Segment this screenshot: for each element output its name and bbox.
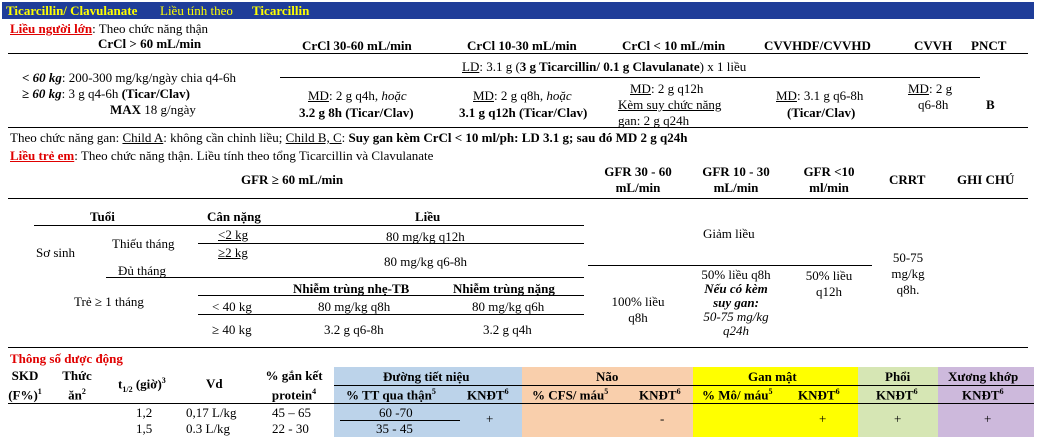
adult-crcl10-30-md: MD: 2 g q8h, hoặc (473, 88, 572, 103)
pk-urine-header: Đường tiết niệu (383, 369, 470, 384)
pk-col-vd: Vd (206, 376, 223, 391)
pk-vd-row2: 0.3 L/kg (186, 421, 231, 436)
pk-lung-header: Phổi (885, 369, 911, 384)
pk-brain-header: Não (596, 369, 619, 384)
pk-col-t12: $t_{1/2}$ (giờ)$^3$ (118, 376, 166, 394)
pk-bile-tissue: % Mô/ máu$^5$ (702, 387, 773, 403)
child-dose-ge2: 80 mg/kg q6-8h (384, 254, 468, 269)
child-sub-cannang: Cân nặng (207, 209, 261, 224)
pk-vd-row1: 0,17 L/kg (186, 405, 237, 420)
adult-col-crcl60: CrCl > 60 mL/min (98, 36, 202, 51)
pk-bone-kndt: KNĐT$^6$ (962, 387, 1004, 403)
child-sub-tuoi: Tuổi (90, 209, 115, 224)
adult-cvvh-freq: q6-8h (918, 97, 949, 112)
divider (8, 403, 1034, 404)
adult-loading-dose: LD: 3.1 g (3 g Ticarcillin/ 0.1 g Clavulanate) x 1 liều (462, 59, 747, 74)
pk-col-protein: % gắn kết protein$^4$ (265, 368, 323, 403)
adult-heading: Liều người lớn (10, 21, 93, 36)
pk-bile-kndt-value: + (819, 411, 827, 426)
adult-crcl10-liver-dose: gan: 2 g q24h (618, 113, 690, 128)
pk-brain-csf: % CFS/ máu$^5$ (532, 387, 609, 403)
child-gfr-lt10-dose: 50% liều q12h (805, 268, 853, 299)
adult-cvvh-md: MD: 2 g (908, 81, 953, 96)
child-dose-lt2: 80 mg/kg q12h (386, 229, 465, 244)
adult-dose-ge60: ≥ 60 kg: 3 g q4-6h (Ticar/Clav) (22, 86, 190, 101)
child-neonate: Sơ sinh (36, 245, 76, 260)
pk-urine-kndt-value: + (486, 411, 494, 426)
child-col-gfr60: GFR ≥ 60 mL/min (241, 172, 344, 187)
divider (334, 385, 1034, 386)
drug-title-bar (2, 2, 1034, 19)
pk-brain-kndt: KNĐT$^6$ (639, 387, 681, 403)
divider (8, 198, 1028, 199)
pk-col-food: Thức $ăn^2$ (62, 368, 92, 403)
adult-col-crcl30-60: CrCl 30-60 mL/min (302, 38, 412, 53)
adult-note: : Theo chức năng thận (92, 21, 208, 36)
divider (280, 77, 980, 78)
pk-lung-kndt: KNĐT$^6$ (876, 387, 918, 403)
drug-basis: Ticarcillin (252, 3, 310, 18)
adult-col-pnct: PNCT (971, 38, 1007, 53)
divider (588, 265, 872, 266)
child-severe-ge40: 3.2 g q4h (483, 322, 532, 337)
child-col-gfr10: GFR <10 ml/min (803, 164, 855, 195)
adult-cvvhdf-md: MD: 3.1 g q6-8h (776, 88, 864, 103)
child-gfr30-dose: 100% liều q8h (611, 294, 665, 325)
child-note: : Theo chức năng thận. Liều tính theo tổng Ticarcillin và Clavulanate (74, 148, 434, 163)
child-weight-ge2: ≥2 kg (218, 245, 248, 260)
divider (198, 243, 584, 244)
divider (340, 420, 460, 421)
child-weight-lt40: < 40 kg (212, 299, 252, 314)
adult-dose-max: MAX 18 g/ngày (110, 102, 196, 117)
pk-lung-kndt-value: + (894, 411, 902, 426)
divider (8, 53, 1028, 54)
child-sub-lieu: Liều (415, 209, 441, 224)
pk-col-skd: SKD $(F\%)^1$ (8, 368, 42, 403)
adult-crcl10-liver: Kèm suy chức năng (618, 97, 722, 112)
pk-t12-row1: 1,2 (136, 405, 153, 420)
child-col-crrt: CRRT (889, 172, 926, 187)
child-severe-lt40: 80 mg/kg q6h (472, 299, 545, 314)
divider (198, 295, 584, 296)
adult-crcl30-60-md: MD: 2 g q4h, hoặc (308, 88, 407, 103)
pk-t12-row2: 1,5 (136, 421, 153, 436)
child-gfr10-dose: 50% liều q8h Nếu có kèm suy gan: 50-75 mg/kg q24h (701, 267, 771, 338)
child-preterm: Thiếu tháng (112, 236, 175, 251)
divider (8, 347, 1028, 348)
child-heading: Liều trẻ em (10, 148, 75, 163)
divider (198, 314, 584, 315)
child-over1month: Trẻ ≥ 1 tháng (74, 294, 144, 309)
drug-name: Ticarcillin/ Clavulanate (6, 3, 138, 18)
child-mild-infection: Nhiễm trùng nhẹ-TB (293, 281, 410, 296)
adult-crcl10-md: MD: 2 g q12h (630, 81, 704, 96)
adult-crcl30-60-alt: 3.2 g 8h (Ticar/Clav) (299, 105, 414, 120)
divider (106, 277, 584, 278)
adult-col-cvvh: CVVH (914, 38, 953, 53)
child-term: Đủ tháng (118, 263, 167, 278)
pk-bone-kndt-value: + (984, 411, 992, 426)
pk-tt-row2: 35 - 45 (376, 421, 413, 436)
pk-bile-header: Gan mật (748, 369, 797, 384)
pk-heading: Thông số dược động (10, 351, 123, 366)
child-mild-lt40: 80 mg/kg q8h (318, 299, 391, 314)
pk-bile-kndt: KNĐT$^6$ (798, 387, 840, 403)
child-col-gfr30-60: GFR 30 - 60 mL/min (604, 164, 672, 195)
adult-liver-note: Theo chức năng gan: Child A: không cần chỉnh liều; Child B, C: Suy gan kèm CrCl < 10 ml/ph: LD 3.1 g; sau đó MD 2 g q24h (10, 130, 688, 145)
child-mild-ge40: 3.2 g q6-8h (324, 322, 384, 337)
pk-urine-tt: % TT qua thận$^5$ (346, 387, 436, 403)
adult-col-crcl10: CrCl < 10 mL/min (622, 38, 726, 53)
adult-col-cvvhdf: CVVHDF/CVVHD (764, 38, 871, 53)
child-severe-infection: Nhiễm trùng nặng (453, 281, 555, 296)
child-crrt-dose: 50-75 mg/kg q8h. (891, 250, 925, 297)
adult-dose-lt60: < 60 kg: 200-300 mg/kg/ngày chia q4-6h (22, 70, 236, 85)
pk-urine-kndt: KNĐT$^6$ (467, 387, 509, 403)
child-weight-ge40: ≥ 40 kg (212, 322, 252, 337)
drug-note: Liều tính theo (160, 3, 233, 18)
adult-crcl10-30-alt: 3.1 g q12h (Ticar/Clav) (459, 105, 588, 120)
divider (34, 225, 584, 226)
pk-bone-header: Xương khớp (948, 369, 1019, 384)
adult-col-crcl10-30: CrCl 10-30 mL/min (467, 38, 577, 53)
child-col-gfr10-30: GFR 10 - 30 mL/min (702, 164, 770, 195)
divider (8, 127, 1028, 128)
pk-pb-row2: 22 - 30 (272, 421, 309, 436)
child-reduce-dose: Giảm liều (703, 226, 755, 241)
pk-tt-row1: 60 -70 (379, 405, 413, 420)
child-col-note: GHI CHÚ (957, 172, 1015, 187)
pk-pb-row1: 45 – 65 (272, 405, 311, 420)
pk-brain-kndt-value: - (660, 411, 665, 426)
adult-pnct-value: B (986, 97, 995, 112)
child-weight-lt2: <2 kg (218, 227, 249, 242)
